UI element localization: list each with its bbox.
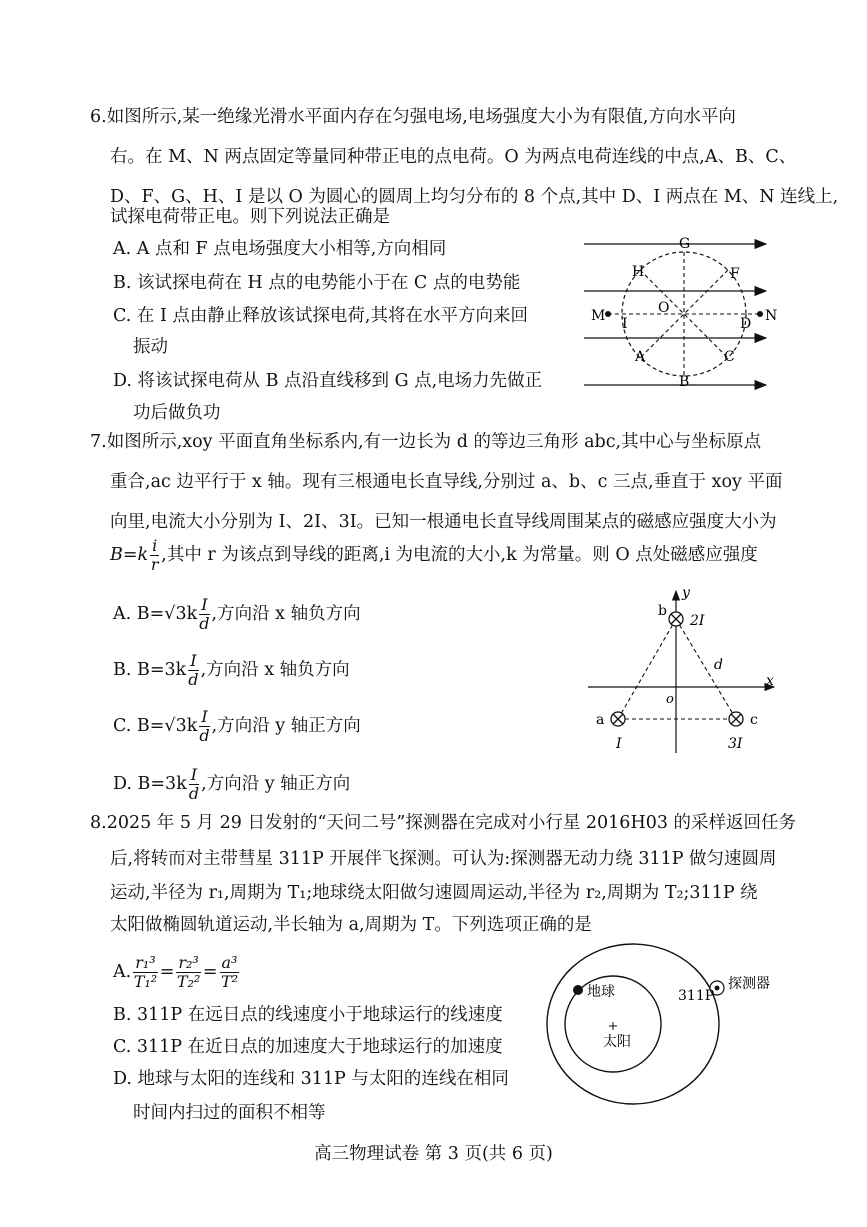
label-origin: o xyxy=(666,692,674,707)
q7-a-rest: ,方向沿 x 轴负方向 xyxy=(211,604,361,624)
q7-b-fraction xyxy=(188,652,198,689)
q7-line-3: 向里,电流大小分别为 I、2I、3I。已知一根通电长直导线周围某点的磁感应强度大小为 xyxy=(110,512,777,532)
q7-formula-fraction xyxy=(150,537,159,574)
q8-a-frac-1 xyxy=(133,954,157,991)
q7-formula-num: i xyxy=(152,536,158,555)
q6-option-a: A. A 点和 F 点电场强度大小相等,方向相同 xyxy=(113,239,447,259)
q8-option-d: D. 地球与太阳的连线和 311P 与太阳的连线在相同 xyxy=(113,1069,509,1089)
comet-orbit xyxy=(547,944,719,1104)
q8-orbit-figure xyxy=(545,942,795,1107)
q8-a-frac-2 xyxy=(176,954,200,991)
q6-line-1: 6.如图所示,某一绝缘光滑水平面内存在匀强电场,电场强度大小为有限值,方向水平向 xyxy=(90,107,736,127)
q7-option-b xyxy=(113,652,350,689)
label-y: y xyxy=(682,585,690,601)
q8-line-1: 8.2025 年 5 月 29 日发射的“天问二号”探测器在完成对小行星 2016H03 的采样返回任务 xyxy=(90,813,797,833)
q7-b-num: I xyxy=(190,651,197,670)
label-o: O xyxy=(658,300,670,316)
label-d-side: d xyxy=(714,657,723,673)
q6-field-figure xyxy=(578,232,783,394)
q7-option-a xyxy=(113,596,361,633)
q6-option-b: B. 该试探电荷在 H 点的电势能小于在 C 点的电势能 xyxy=(113,273,521,293)
q6-option-c: C. 在 I 点由静止释放该试探电荷,其将在水平方向来回 xyxy=(113,306,528,326)
q7-formula-line xyxy=(110,537,758,574)
label-c-point: c xyxy=(750,712,758,728)
q7-d-num: I xyxy=(190,765,198,784)
label-311p: 311P xyxy=(678,988,715,1004)
label-3i: 3I xyxy=(728,736,743,752)
q8-a-d2: T₂² xyxy=(176,972,201,991)
q7-line-1: 7.如图所示,xoy 平面直角坐标系内,有一边长为 d 的等边三角形 abc,其中心与坐标原点 xyxy=(90,432,762,452)
label-h: H xyxy=(632,264,645,280)
q8-option-d-cont: 时间内扫过的面积不相等 xyxy=(133,1103,326,1123)
label-a-point: a xyxy=(596,712,605,728)
label-i: I xyxy=(622,316,628,332)
q8-line-2: 后,将转而对主带彗星 311P 开展伴飞探测。可认为:探测器无动力绕 311P 做匀速圆周 xyxy=(110,849,777,869)
label-a: A xyxy=(635,349,646,365)
earth-dot xyxy=(573,985,583,995)
q7-d-den: d xyxy=(188,784,200,803)
label-b-point: b xyxy=(658,603,667,619)
q7-c-prefix: C. B=√3k xyxy=(113,716,198,736)
label-m: M xyxy=(591,308,606,324)
q7-formula-prefix: B=k xyxy=(110,545,149,565)
q7-c-num: I xyxy=(201,707,208,726)
q7-c-den: d xyxy=(199,726,210,745)
q7-b-den: d xyxy=(188,670,199,689)
q6-option-d: D. 将该试探电荷从 B 点沿直线移到 G 点,电场力先做正 xyxy=(113,371,543,391)
label-sun: 太阳 xyxy=(603,1034,631,1050)
q7-option-c xyxy=(113,708,361,745)
q7-a-fraction xyxy=(199,596,209,633)
q6-option-d-cont: 功后做负功 xyxy=(133,403,221,423)
wire-c xyxy=(729,712,743,726)
q6-line-2: 右。在 M、N 两点固定等量同种带正电的点电荷。O 为两点电荷连线的中点,A、B、C、 xyxy=(110,147,797,167)
q8-option-c: C. 311P 在近日点的加速度大于地球运行的加速度 xyxy=(113,1037,503,1057)
q8-line-3: 运动,半径为 r₁,周期为 T₁;地球绕太阳做匀速圆周运动,半径为 r₂,周期为 T₂;311P 绕 xyxy=(110,883,758,903)
q8-a-n3: a³ xyxy=(221,953,238,972)
page-footer: 高三物理试卷 第 3 页(共 6 页) xyxy=(314,1144,553,1164)
label-d: D xyxy=(740,316,752,332)
q7-d-fraction xyxy=(189,766,199,803)
q7-triangle-figure xyxy=(586,585,786,757)
q8-a-d3: T² xyxy=(220,972,239,991)
q7-a-den: d xyxy=(199,614,210,633)
q7-formula-rest: ,其中 r 为该点到导线的距离,i 为电流的大小,k 为常量。则 O 点处磁感应强度 xyxy=(161,545,758,565)
q6-option-c-cont: 振动 xyxy=(133,337,168,357)
q6-line-3: D、F、G、H、I 是以 O 为圆心的圆周上均匀分布的 8 个点,其中 D、I 两点在 M、N 连线上, xyxy=(110,187,839,207)
q7-c-rest: ,方向沿 y 轴正方向 xyxy=(211,716,361,736)
charge-n xyxy=(757,311,763,317)
label-earth: 地球 xyxy=(587,984,615,1000)
label-g: G xyxy=(679,236,691,252)
label-n: N xyxy=(765,308,778,324)
label-c: C xyxy=(724,349,735,365)
q8-a-d1: T₁² xyxy=(133,972,158,991)
q7-d-prefix: D. B=3k xyxy=(113,774,187,794)
q7-d-rest: ,方向沿 y 轴正方向 xyxy=(201,774,351,794)
q7-line-2: 重合,ac 边平行于 x 轴。现有三根通电长直导线,分别过 a、b、c 三点,垂直于 xoy 平面 xyxy=(110,472,783,492)
q7-b-prefix: B. B=3k xyxy=(113,660,187,680)
wire-a xyxy=(611,712,625,726)
q7-a-prefix: A. B=√3k xyxy=(113,604,198,624)
q8-line-4: 太阳做椭圆轨道运动,半长轴为 a,周期为 T。下列选项正确的是 xyxy=(110,915,592,935)
label-probe: 探测器 xyxy=(728,976,770,992)
q7-c-fraction xyxy=(199,708,209,745)
q7-a-num: I xyxy=(201,595,208,614)
sun-marker xyxy=(609,1022,617,1030)
q8-a-n2: r₂³ xyxy=(178,953,199,972)
q7-formula-den: r xyxy=(150,555,159,574)
label-i-current: I xyxy=(616,736,622,752)
charge-m xyxy=(605,311,611,317)
label-x: x xyxy=(766,673,774,689)
q8-a-frac-3 xyxy=(220,954,240,991)
label-b: B xyxy=(679,374,690,390)
q7-b-rest: ,方向沿 x 轴负方向 xyxy=(200,660,350,680)
q6-line-4: 试探电荷带正电。则下列说法正确是 xyxy=(110,207,390,227)
label-f: F xyxy=(730,266,740,282)
label-2i: 2I xyxy=(690,613,705,629)
q8-a-n1: r₁³ xyxy=(135,953,156,972)
q8-a-label: A. xyxy=(113,962,132,982)
wire-b xyxy=(669,612,683,626)
q7-option-d xyxy=(113,766,350,803)
q8-option-a: A. $\frac{\text{r₁³}}{\text{T₁²}}$ = $\frac{\text{r₂³}}{\text{T₂²}}$ = $\frac{\text{a³}}{\text{T²}}$ xyxy=(113,953,239,991)
q8-option-b: B. 311P 在远日点的线速度小于地球运行的线速度 xyxy=(113,1005,503,1025)
